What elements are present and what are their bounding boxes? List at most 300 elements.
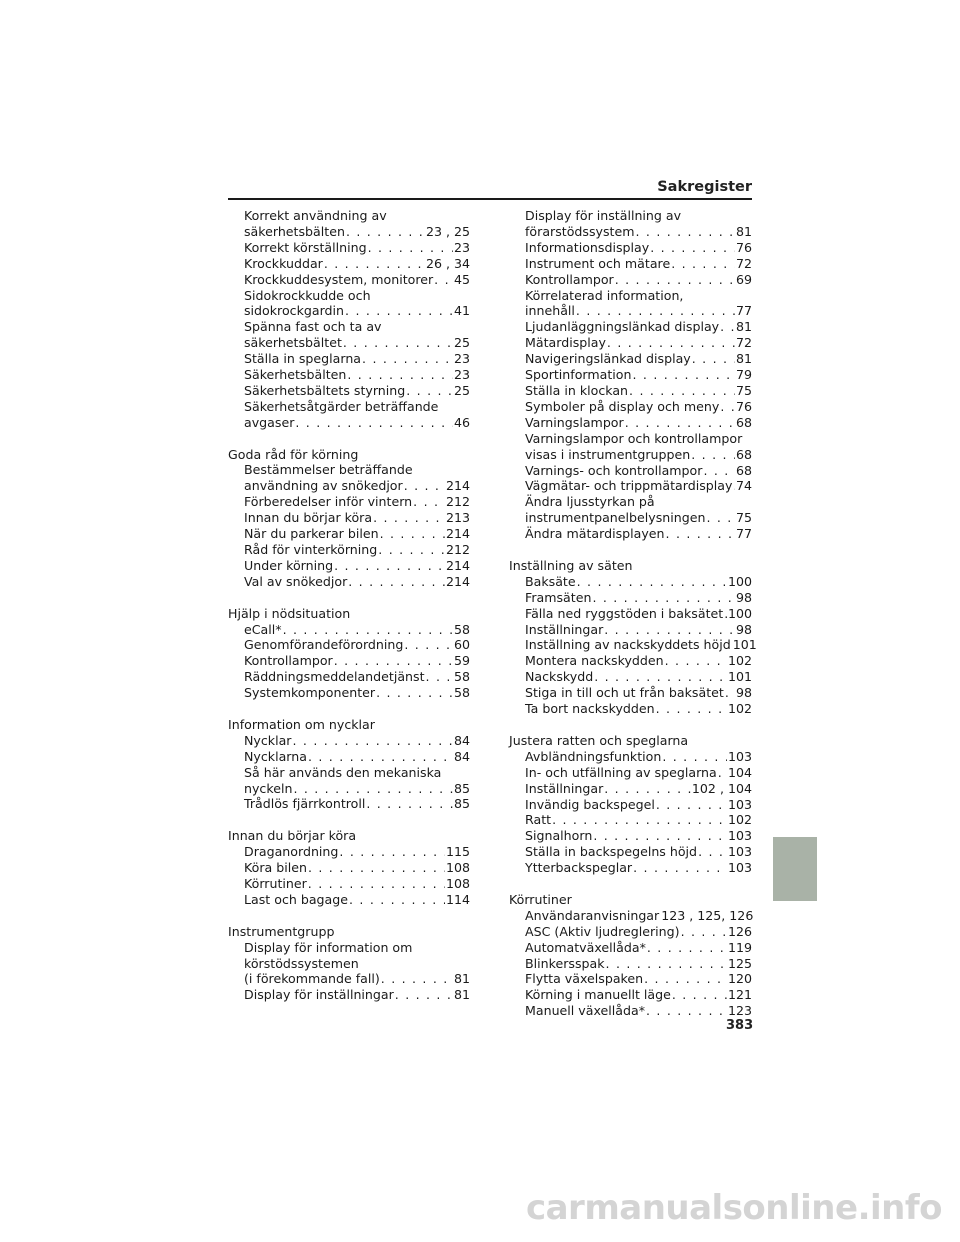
page-reference[interactable]: 125 (727, 955, 752, 971)
dot-leader (720, 319, 735, 335)
index-entry (228, 987, 470, 1003)
dot-leader (434, 272, 453, 288)
entry-text: När du parkerar bilen (244, 526, 379, 542)
page-reference[interactable]: 108 (445, 860, 470, 876)
index-entry (509, 1003, 752, 1019)
page-reference[interactable]: 68 (735, 462, 752, 478)
dot-leader (633, 367, 735, 383)
page-reference[interactable]: 58 (453, 621, 470, 637)
index-entry (228, 542, 470, 558)
index-entry (509, 765, 752, 781)
dot-leader (347, 367, 453, 383)
entry-text: Så här används den mekaniska (244, 764, 442, 780)
entry-text: Varningslampor och kontrollampor (525, 430, 743, 446)
page-reference[interactable]: 75 (735, 382, 752, 398)
entry-text: Last och bagage (244, 891, 349, 907)
dot-leader (295, 415, 453, 431)
entry-text: Körrelaterad information, (525, 287, 684, 303)
entry-text: Nycklar (244, 732, 292, 748)
page-reference[interactable]: 84 (453, 732, 470, 748)
entry-text: Sidokrockkudde och (244, 287, 371, 303)
dot-leader (666, 526, 735, 542)
dot-leader (381, 971, 453, 987)
dot-leader (606, 956, 727, 972)
index-entry (228, 844, 470, 860)
dot-leader (373, 510, 445, 526)
index-entry (228, 462, 470, 494)
entry-text: Ta bort nackskydden (525, 701, 655, 717)
dot-leader (376, 685, 453, 701)
index-heading: Inställning av säten (509, 557, 633, 573)
entry-text: Display för inställning av (525, 208, 682, 223)
entry-text: förarstödssystem (525, 223, 635, 239)
entry-text: eCall* (244, 621, 282, 637)
entry-text: Mätardisplay (525, 335, 606, 351)
dot-leader (692, 351, 735, 367)
entry-text: innehåll (525, 303, 575, 319)
dot-leader (720, 399, 735, 415)
index-entry (228, 558, 470, 574)
dot-leader (368, 240, 453, 256)
section-title: Sakregister (657, 179, 752, 195)
entry-text: Inställningar (525, 780, 604, 796)
index-entry (509, 685, 752, 701)
page-reference[interactable]: 81 (453, 987, 470, 1003)
page-reference[interactable]: 26 , 34 (425, 255, 470, 271)
page-reference[interactable]: 77 (735, 303, 752, 319)
entry-text: Val av snökedjor (244, 573, 348, 589)
page-reference[interactable]: 121 (727, 987, 752, 1003)
index-entry (228, 208, 470, 240)
index-section (228, 606, 470, 701)
entry-text: Manuell växellåda* (525, 1003, 646, 1019)
index-entry (509, 478, 752, 494)
page-reference[interactable]: 214 (445, 526, 470, 542)
index-section (228, 208, 470, 431)
dot-leader (308, 749, 453, 765)
index-entry (228, 351, 470, 367)
page-reference[interactable]: 98 (735, 621, 752, 637)
page-reference[interactable]: 100 (727, 573, 752, 589)
page-reference[interactable]: 214 (445, 557, 470, 573)
entry-text: Informationsdisplay (525, 239, 650, 255)
dot-leader (346, 224, 425, 240)
page-reference[interactable]: 101 (732, 637, 757, 653)
page-reference[interactable]: 60 (453, 637, 470, 653)
index-entry (228, 383, 470, 399)
index-entry (228, 526, 470, 542)
page-reference[interactable]: 103 (727, 828, 752, 844)
entry-text: Ljudanläggningslänkad display (525, 319, 720, 335)
page-reference[interactable]: 108 (445, 876, 470, 891)
index-heading: Körrutiner (509, 891, 572, 907)
entry-text: Blinkersspak (525, 955, 605, 971)
entry-text: Varningslampor (525, 414, 624, 430)
page-reference[interactable]: 103 (727, 748, 752, 764)
entry-text: Instrument och mätare (525, 255, 671, 271)
index-entry (509, 940, 752, 956)
dot-leader (733, 478, 735, 494)
entry-text: Fälla ned ryggstöden i baksätet (525, 605, 724, 621)
page-reference[interactable]: 41 (453, 303, 470, 319)
index-heading: Information om nycklar (228, 716, 375, 732)
page-reference[interactable]: 84 (453, 748, 470, 764)
entry-text: Kontrollampor (525, 271, 614, 287)
entry-text: Säkerhetsbälten (244, 367, 347, 383)
dot-leader (656, 701, 727, 717)
index-entry (509, 208, 752, 240)
page-reference[interactable]: 103 (727, 796, 752, 812)
page-reference[interactable]: 25 (453, 335, 470, 351)
page-reference[interactable]: 85 (453, 796, 470, 812)
page-reference[interactable]: 69 (735, 271, 752, 287)
dot-leader (629, 383, 735, 399)
index-entry (228, 494, 470, 510)
page-reference[interactable]: 81 (735, 319, 752, 335)
dot-leader (633, 860, 727, 876)
index-entry (228, 892, 470, 908)
page-reference[interactable]: 102 (727, 701, 752, 717)
page-reference[interactable]: 58 (453, 669, 470, 685)
chapter-tab (773, 837, 817, 901)
index-entry (509, 431, 752, 463)
page-reference[interactable]: 23 , 25 (425, 223, 470, 239)
index-entry (509, 860, 752, 876)
entry-text: Korrekt körställning (244, 239, 367, 255)
page-reference[interactable]: 98 (735, 589, 752, 605)
dot-leader (349, 892, 445, 908)
entry-text: Navigeringslänkad display (525, 351, 691, 367)
dot-leader (594, 669, 727, 685)
entry-text: Framsäten (525, 589, 592, 605)
index-entry (509, 908, 752, 924)
entry-text: Systemkomponenter (244, 685, 376, 701)
entry-text: Invändig backspegel (525, 796, 655, 812)
entry-text: Stiga in till och ut från baksätet (525, 685, 724, 701)
entry-text: In- och utfällning av speglarna (525, 764, 717, 780)
index-entry (509, 574, 752, 590)
entry-text: Avbländningsfunktion (525, 748, 662, 764)
entry-text: Ändra mätardisplayen (525, 526, 665, 542)
index-column-left (228, 208, 470, 1019)
page-reference[interactable]: 81 (453, 971, 470, 987)
page-reference[interactable]: 100 (727, 605, 752, 621)
entry-text: Display för inställningar (244, 987, 394, 1003)
entry-text: Råd för vinterkörning (244, 542, 378, 558)
page-reference[interactable]: 76 (735, 398, 752, 414)
entry-text: Genomförandeförordning (244, 637, 404, 653)
index-entry (509, 494, 752, 526)
entry-text: Bestämmelser beträffande (244, 462, 413, 478)
index-entry (509, 367, 752, 383)
entry-text: Krockkuddesystem, monitorer (244, 271, 434, 287)
dot-leader (691, 447, 735, 463)
page-reference[interactable]: 103 (727, 844, 752, 860)
index-section (228, 828, 470, 908)
dot-leader (576, 303, 735, 319)
dot-leader (681, 924, 727, 940)
dot-leader (644, 971, 727, 987)
index-entry (228, 860, 470, 876)
page-reference[interactable]: 23 (453, 239, 470, 255)
page-reference[interactable]: 126 (727, 923, 752, 939)
entry-text: Innan du börjar köra (244, 510, 373, 526)
dot-leader (308, 876, 445, 892)
index-entry (228, 940, 470, 988)
entry-text: Säkerhetsbältets styrning (244, 382, 406, 398)
page-reference[interactable]: 85 (453, 780, 470, 796)
dot-leader (426, 669, 453, 685)
index-entry (228, 733, 470, 749)
dot-leader (724, 606, 727, 622)
index-entry (509, 240, 752, 256)
page-reference[interactable]: 81 (735, 223, 752, 239)
page-reference[interactable]: 72 (735, 255, 752, 271)
dot-leader (404, 478, 445, 494)
index-section (509, 208, 752, 542)
index-entry (228, 272, 470, 288)
entry-text: Körrutiner (244, 876, 307, 891)
page-reference[interactable]: 77 (735, 526, 752, 542)
page-reference[interactable]: 212 (445, 542, 470, 558)
index-heading: Innan du börjar köra (228, 828, 357, 844)
index-entry (228, 749, 470, 765)
page-reference[interactable]: 74 (735, 478, 752, 494)
index-entry (509, 383, 752, 399)
entry-text: sidokrockgardin (244, 303, 345, 319)
entry-text: Användaranvisningar (525, 907, 660, 923)
index-heading: Hjälp i nödsituation (228, 605, 351, 621)
index-section (509, 892, 752, 1019)
index-entry (509, 590, 752, 606)
entry-text: Säkerhetsåtgärder beträffande (244, 398, 439, 414)
dot-leader (339, 844, 445, 860)
entry-text: Vägmätar- och trippmätardisplay (525, 478, 733, 494)
entry-text: säkerhetsbälten (244, 223, 345, 239)
index-entry (509, 812, 752, 828)
index-entry (228, 288, 470, 320)
page-reference[interactable]: 102 (727, 653, 752, 669)
index-entry (509, 971, 752, 987)
dot-leader (380, 526, 445, 542)
dot-leader (656, 797, 727, 813)
index-section (509, 557, 757, 717)
page-reference[interactable]: 101 (727, 669, 752, 685)
entry-text: Ställa in klockan (525, 382, 629, 398)
index-entry (509, 351, 752, 367)
dot-leader (293, 733, 453, 749)
index-column-right (509, 208, 757, 1035)
index-entry (509, 828, 752, 844)
index-entry (509, 463, 752, 479)
index-entry (509, 526, 752, 542)
dot-leader (308, 860, 445, 876)
index-heading: Goda råd för körning (228, 446, 359, 462)
entry-text: Trådlös fjärrkontroll (244, 796, 366, 812)
entry-text: Montera nackskydden (525, 653, 664, 669)
entry-text: Flytta växelspaken (525, 971, 644, 987)
entry-text: Krockkuddar (244, 255, 323, 271)
entry-text: Korrekt användning av (244, 208, 387, 223)
index-entry (228, 685, 470, 701)
index-entry (509, 956, 752, 972)
dot-leader (706, 510, 735, 526)
dot-leader (395, 987, 453, 1003)
index-entry (509, 415, 752, 431)
entry-text: Inställningar (525, 621, 604, 637)
dot-leader (362, 351, 453, 367)
dot-leader (615, 272, 735, 288)
page-reference[interactable]: 76 (735, 239, 752, 255)
index-heading: Instrumentgrupp (228, 923, 335, 939)
dot-leader (593, 828, 727, 844)
page-reference[interactable]: 214 (445, 478, 470, 494)
entry-text: Display för information om (244, 939, 413, 955)
page-reference[interactable]: 68 (735, 414, 752, 430)
page-reference[interactable]: 68 (735, 446, 752, 462)
watermark: carmanualsonline.info (525, 1188, 942, 1228)
entry-text: Kontrollampor (244, 653, 333, 669)
dot-leader (725, 685, 735, 701)
index-entry (509, 272, 752, 288)
index-entry (509, 701, 752, 717)
page-reference[interactable]: 23 (453, 351, 470, 367)
entry-text: Under körning (244, 557, 334, 573)
dot-leader (406, 383, 453, 399)
page-reference[interactable]: 214 (445, 573, 470, 589)
dot-leader (636, 224, 735, 240)
dot-leader (718, 765, 727, 781)
entry-text: Körning i manuellt läge (525, 987, 671, 1003)
dot-leader (671, 256, 735, 272)
page-reference[interactable]: 213 (445, 510, 470, 526)
entry-text: (i förekommande fall) (244, 971, 380, 987)
index-entry (228, 240, 470, 256)
dot-leader (378, 542, 445, 558)
page-reference[interactable]: 46 (453, 414, 470, 430)
entry-text: Signalhorn (525, 828, 593, 844)
page-reference[interactable]: 212 (445, 494, 470, 510)
page-reference[interactable]: 25 (453, 382, 470, 398)
index-entry (509, 669, 752, 685)
page-reference[interactable]: 81 (735, 351, 752, 367)
page-reference[interactable]: 103 (727, 860, 752, 876)
page-reference[interactable]: 114 (445, 891, 470, 907)
dot-leader (366, 796, 453, 812)
index-entry (509, 797, 752, 813)
entry-text: Ratt (525, 812, 552, 828)
dot-leader (552, 812, 727, 828)
entry-text: Baksäte (525, 573, 576, 589)
page-reference[interactable]: 23 (453, 367, 470, 383)
page-reference[interactable]: 120 (727, 971, 752, 987)
page-reference[interactable]: 123 (727, 1003, 752, 1019)
entry-text: Varnings- och kontrollampor (525, 462, 703, 478)
page-reference[interactable]: 72 (735, 335, 752, 351)
entry-text: ASC (Aktiv ljudreglering) (525, 923, 680, 939)
entry-text: Ställa in speglarna (244, 351, 362, 367)
dot-leader (665, 653, 727, 669)
index-entry (509, 653, 752, 669)
dot-leader (625, 415, 735, 431)
page-reference[interactable]: 102 , 104 (691, 780, 752, 796)
page-reference[interactable]: 75 (735, 510, 752, 526)
index-entry (509, 335, 752, 351)
index-section (228, 924, 470, 1004)
entry-text: nyckeln (244, 780, 293, 796)
page-reference[interactable]: 104 (727, 764, 752, 780)
index-entry (509, 844, 752, 860)
index-entry (228, 399, 470, 431)
entry-text: Ställa in backspegelns höjd (525, 844, 698, 860)
dot-leader (646, 1003, 727, 1019)
entry-text: Räddningsmeddelandetjänst (244, 669, 425, 685)
header-rule (228, 198, 752, 200)
index-entry (228, 319, 470, 351)
entry-text: Inställning av nackskyddets höjd (525, 637, 731, 653)
page-reference[interactable]: 102 (727, 812, 752, 828)
index-entry (228, 574, 470, 590)
page-reference[interactable]: 119 (727, 939, 752, 955)
index-heading: Justera ratten och speglarna (509, 732, 689, 748)
index-entry (228, 637, 470, 653)
page-reference[interactable]: 98 (735, 685, 752, 701)
page-reference[interactable]: 58 (453, 685, 470, 701)
index-entry (509, 924, 752, 940)
index-entry (509, 987, 752, 1003)
dot-leader (348, 574, 445, 590)
dot-leader (334, 653, 453, 669)
entry-text: Symboler på display och meny (525, 398, 720, 414)
dot-leader (413, 494, 445, 510)
entry-text: användning av snökedjor (244, 478, 403, 494)
page-reference[interactable]: 45 (453, 271, 470, 287)
page-reference[interactable]: 123 , 125, 126 (661, 907, 754, 923)
dot-leader (647, 940, 727, 956)
entry-text: Spänna fast och ta av (244, 319, 382, 335)
dot-leader (324, 256, 425, 272)
entry-text: Ytterbackspeglar (525, 860, 633, 876)
dot-leader (577, 574, 727, 590)
entry-text: Köra bilen (244, 860, 307, 876)
index-entry (228, 876, 470, 892)
entry-text: Nackskydd (525, 669, 594, 685)
dot-leader (592, 590, 735, 606)
entry-text: säkerhetsbältet (244, 335, 342, 351)
index-section (509, 733, 752, 876)
page-number: 383 (726, 1018, 754, 1033)
entry-text: instrumentpanelbelysningen (525, 510, 706, 526)
entry-text: Förberedelser inför vintern (244, 494, 413, 510)
page-reference[interactable]: 79 (735, 367, 752, 383)
index-section (228, 717, 470, 812)
page-reference[interactable]: 115 (445, 844, 470, 860)
entry-text: Nycklarna (244, 748, 307, 764)
dot-leader (607, 335, 735, 351)
index-entry (509, 288, 752, 320)
index-entry (509, 637, 757, 653)
index-section (228, 447, 470, 590)
dot-leader (293, 781, 453, 797)
index-entry (509, 749, 752, 765)
page-reference[interactable]: 59 (453, 653, 470, 669)
dot-leader (662, 749, 727, 765)
index-entry (509, 256, 752, 272)
index-entry (509, 622, 752, 638)
dot-leader (604, 622, 735, 638)
index-entry (228, 510, 470, 526)
index-entry (228, 669, 470, 685)
